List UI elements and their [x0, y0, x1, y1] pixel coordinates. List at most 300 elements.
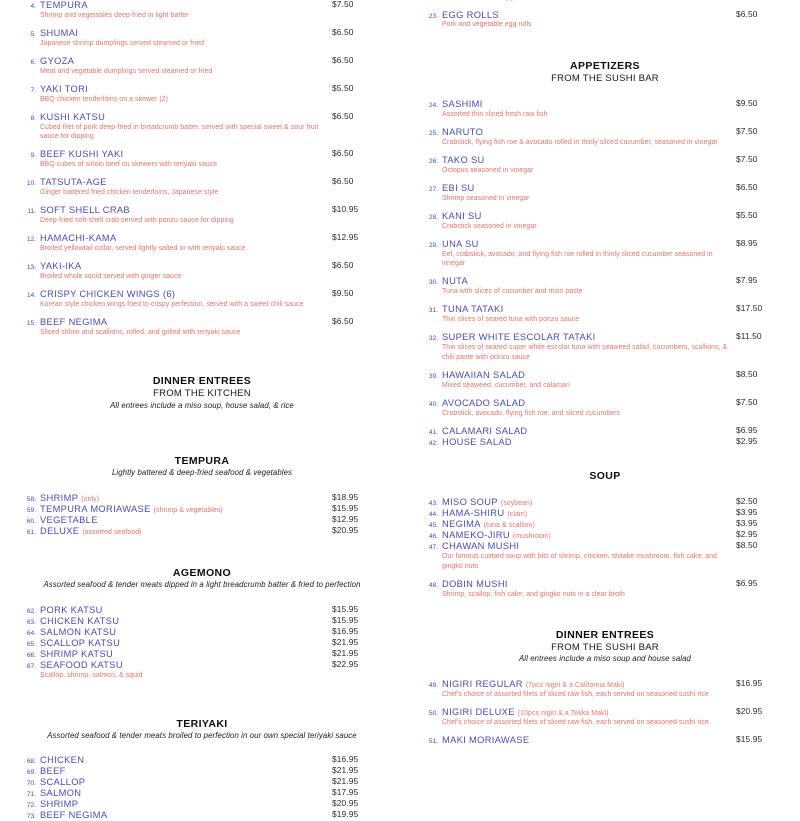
section-subtitle: FROM THE SUSHI BAR — [551, 642, 659, 654]
menu-item-number: 12. — [26, 236, 36, 244]
menu-item-number: 73. — [26, 813, 36, 821]
menu-item-header — [22, 28, 328, 39]
menu-item-number: 5. — [30, 30, 36, 38]
menu-item[interactable] — [22, 233, 382, 253]
menu-item-qualifier: (10pcs nigiri & a Tekka Maki) — [517, 710, 609, 718]
menu-item-price: $19.95 — [332, 809, 359, 820]
menu-item-number: 27. — [428, 185, 438, 193]
menu-item-header — [424, 519, 732, 530]
menu-section-heading — [22, 375, 382, 411]
menu-item-header — [22, 261, 328, 272]
menu-item-name: BEEF — [40, 766, 66, 777]
menu-item-price: $16.95 — [736, 677, 763, 688]
menu-item-price: $6.50 — [332, 316, 354, 327]
section-note: All entrees include a miso soup, house salad, & rice — [110, 400, 294, 410]
menu-item-header — [22, 616, 328, 627]
menu-item-header — [424, 183, 732, 194]
menu-item[interactable] — [22, 28, 382, 48]
menu-item-price: $16.95 — [332, 625, 359, 636]
menu-item[interactable] — [424, 304, 786, 324]
menu-item-price: $5.50 — [332, 82, 354, 93]
menu-item-name: YAKI-IKA — [40, 261, 82, 272]
menu-item-number: 28. — [428, 213, 438, 221]
menu-item-price: $2.95 — [736, 435, 758, 446]
menu-item-description: Japanese shrimp dumplings served steamed or fried — [40, 39, 205, 47]
menu-item[interactable] — [22, 317, 382, 337]
menu-item-number: 58. — [26, 495, 36, 503]
menu-item[interactable] — [22, 515, 382, 526]
menu-item-number: 6. — [30, 58, 36, 66]
menu-item-description: Crabstick, avocado, flying fish roe, and sliced cucumbers — [442, 409, 621, 417]
menu-item-description: Tuna with slices of cucumber and miso paste — [442, 288, 583, 296]
menu-item-name: NIGIRI REGULAR — [442, 678, 523, 689]
section-note: All entrees include a miso soup and house salad — [518, 654, 691, 664]
menu-item[interactable] — [424, 530, 786, 541]
menu-item-header — [424, 370, 732, 381]
menu-item-header — [22, 233, 328, 244]
menu-item-name: HAMACHI-KAMA — [40, 233, 117, 244]
menu-item-name: CHAWAN MUSHI — [442, 541, 520, 552]
menu-item-header — [424, 530, 732, 541]
menu-item[interactable] — [22, 504, 382, 515]
menu-item-price: $15.95 — [332, 503, 359, 514]
menu-item[interactable] — [22, 627, 382, 638]
section-subtitle: FROM THE KITCHEN — [153, 388, 251, 400]
menu-item-name: SHRIMP KATSU — [40, 648, 114, 659]
menu-item-name: SEAFOOD KATSU — [40, 659, 123, 670]
menu-item[interactable] — [22, 261, 382, 281]
menu-item-description: Mixed seaweed, cucumber, and calamari — [442, 381, 570, 389]
menu-item-description: Crabstick, flying fish roe & avocado rolled in thinly sliced cucumber, seasoned in vinegar — [442, 138, 718, 146]
menu-item-number: 40. — [428, 400, 438, 408]
menu-item-description: Thin slices of seared super white escolar tuna with seaweed salad, cucumbers, scallions, & chili paste with ponzu sauce — [442, 344, 728, 361]
menu-item-name: TEMPURA — [40, 0, 88, 10]
menu-item[interactable] — [22, 112, 382, 142]
section-subtitle: FROM THE SUSHI BAR — [551, 72, 659, 84]
menu-item-header — [424, 304, 732, 315]
menu-item-number: 14. — [26, 292, 36, 300]
menu-item-price: $7.50 — [736, 125, 758, 136]
menu-item-description: Broiled yellowtail collar, served lightly salted or with teriyaki sauce — [40, 245, 246, 253]
menu-item[interactable] — [424, 211, 786, 231]
spacer — [22, 537, 382, 567]
menu-item[interactable] — [22, 755, 382, 766]
menu-item-number: 61. — [26, 529, 36, 537]
menu-item-description: Chef's choice of assorted filets of sliced raw fish, each served on seasoned sushi rice — [442, 691, 709, 699]
menu-item-header — [424, 276, 732, 287]
menu-item-number: 30. — [428, 279, 438, 287]
menu-item-header — [424, 155, 732, 166]
menu-item[interactable] — [22, 177, 382, 197]
menu-item-name: TUNA TATAKI — [442, 304, 504, 315]
menu-item-description: Pork and vegetable egg rolls — [442, 21, 532, 29]
menu-section-heading — [424, 629, 786, 665]
menu-item-number: 48. — [428, 581, 438, 589]
menu-item-name: YAKI TORI — [40, 83, 89, 94]
menu-item-price: $2.50 — [736, 495, 758, 506]
menu-item-price: $9.50 — [332, 288, 354, 299]
menu-item-description: Thin slices of seared tuna with ponzu sauce — [442, 316, 580, 324]
menu-item-price: $20.95 — [332, 798, 359, 809]
menu-item-price: $6.50 — [332, 176, 354, 187]
menu-item-price: $15.95 — [736, 734, 763, 745]
menu-item-header — [424, 735, 732, 746]
menu-item-price: $5.50 — [736, 209, 758, 220]
menu-item-price: $20.95 — [736, 706, 763, 717]
menu-item-header — [22, 526, 328, 537]
menu-item-description: Broiled whole squid served with ginger sauce — [40, 273, 182, 281]
menu-item-price: $6.50 — [736, 8, 758, 19]
menu-item-header — [424, 127, 732, 138]
menu-item[interactable] — [22, 616, 382, 627]
menu-item-name: HAWAIIAN SALAD — [442, 369, 526, 380]
spacer — [424, 607, 786, 629]
menu-item-number: 24. — [428, 101, 438, 109]
menu-item-number: 4. — [30, 3, 36, 10]
menu-item[interactable] — [424, 370, 786, 390]
menu-item[interactable] — [424, 10, 786, 30]
menu-item-header — [424, 239, 732, 250]
menu-item-description: Korean style chicken wings fried to crispy perfection, served with a sweet chili sauce — [40, 301, 304, 309]
menu-item-number: 65. — [26, 640, 36, 648]
menu-item-description: Cubed filet of pork deep-fried in breadcrumb batter, served with special sweet & sour fruit sauce for dipping — [40, 123, 319, 141]
menu-item-price: $16.95 — [332, 754, 359, 765]
menu-item-name: SUPER WHITE ESCOLAR TATAKI — [442, 332, 596, 343]
menu-item-description: Sliced sirloin and scallions, rolled, and grilled with teriyaki sauce — [40, 329, 241, 337]
menu-item-number: 50. — [428, 710, 438, 718]
menu-item[interactable] — [22, 605, 382, 616]
menu-item-name: NUTA — [442, 276, 469, 287]
menu-item-number: 41. — [428, 428, 438, 436]
section-title: TERIYAKI — [176, 717, 228, 730]
menu-item-description: BBQ cubes of sirloin beef on skewers with teriyaki sauce — [40, 161, 218, 169]
menu-item-price: $6.50 — [332, 54, 354, 65]
menu-item-number: 11. — [27, 208, 36, 216]
menu-item-number: 70. — [26, 780, 36, 788]
menu-item-header — [424, 398, 732, 409]
spacer — [22, 479, 382, 493]
menu-item-number: 10. — [26, 180, 36, 188]
menu-item-number: 15. — [26, 320, 36, 328]
menu-item-price: $11.50 — [736, 331, 762, 342]
menu-item[interactable] — [424, 541, 786, 571]
menu-item-name: CRISPY CHICKEN WINGS (6) — [40, 289, 176, 300]
menu-item-header — [424, 211, 732, 222]
menu-item-price: $6.50 — [332, 148, 354, 159]
menu-item-description: Assorted thin sliced fresh raw fish — [442, 110, 548, 118]
menu-item-number: 64. — [26, 629, 36, 637]
menu-item[interactable] — [22, 788, 382, 799]
menu-item-header — [22, 289, 328, 300]
menu-item[interactable] — [22, 84, 382, 104]
menu-item-header — [22, 504, 328, 515]
menu-item[interactable] — [22, 799, 382, 810]
section-title: DINNER ENTREES — [152, 375, 252, 388]
menu-item[interactable] — [424, 519, 786, 530]
menu-item-name: NEGIMA — [442, 519, 481, 530]
section-note: Assorted seafood & tender meats dipped in a light breadcrumb batter & fried to perfection — [43, 580, 361, 590]
menu-item-description: Chef's choice of assorted filets of sliced raw fish, each served on seasoned sushi rice — [442, 719, 709, 727]
menu-section-heading — [22, 455, 382, 479]
menu-item-name: SHUMAI — [40, 27, 79, 38]
menu-item-description: Shrimp and vegetables deep-fried in light batter — [40, 11, 189, 19]
menu-item[interactable] — [424, 679, 786, 700]
menu-item-number: 49. — [428, 681, 438, 689]
menu-item-price: $18.95 — [332, 491, 359, 502]
menu-item-price: $7.95 — [736, 275, 758, 286]
menu-item-qualifier: (mushroom) — [512, 533, 552, 541]
menu-section-heading — [22, 718, 382, 742]
menu-item-price: $21.95 — [332, 776, 359, 787]
menu-item-header — [424, 508, 732, 519]
menu-item[interactable] — [424, 99, 786, 119]
menu-item-price: $7.50 — [736, 153, 758, 164]
menu-item-name: SALMON — [40, 788, 82, 799]
menu-item-header — [22, 649, 328, 660]
menu-item-price: $2.95 — [736, 529, 758, 540]
menu-item-description: Shrimp, scallop, fish cake, and gingko nuts in a clear broth — [442, 590, 625, 598]
menu-item-price: $7.50 — [736, 396, 758, 407]
section-note: Assorted seafood & tender meats broiled to perfection in our own special teriyaki sauce — [47, 730, 357, 740]
menu-item-price: $10.95 — [332, 204, 359, 215]
menu-item-number: 42. — [428, 439, 438, 447]
menu-item-price: $6.50 — [332, 110, 354, 121]
menu-item-price: $17.95 — [332, 787, 359, 798]
menu-item-header — [424, 332, 732, 343]
menu-item-number: 72. — [26, 802, 36, 810]
menu-item[interactable] — [22, 0, 382, 20]
menu-item-description: Ginger battered fried chicken tenderloins, Japanese style — [40, 189, 219, 197]
spacer — [22, 591, 382, 605]
menu-item[interactable] — [424, 239, 786, 269]
menu-item-qualifier: (shrimp & vegetables) — [153, 507, 223, 515]
menu-item-name: HAMA-SHIRU — [442, 508, 505, 519]
menu-item-price: $8.50 — [736, 368, 758, 379]
menu-item-header — [22, 777, 328, 788]
menu-item-name: TATSUTA-AGE — [40, 177, 107, 188]
menu-item-header — [22, 810, 328, 821]
spacer — [424, 3, 786, 10]
menu-item-name: NAMEKO-JIRU — [442, 530, 510, 541]
menu-item[interactable] — [22, 660, 382, 680]
menu-item-number: 7. — [30, 86, 36, 94]
menu-item-name: NIGIRI DELUXE — [442, 707, 515, 718]
menu-item[interactable] — [424, 276, 786, 296]
menu-item-header — [22, 84, 328, 95]
menu-item-header — [22, 317, 328, 328]
menu-item-header — [424, 579, 732, 590]
menu-item-number: 9. — [30, 152, 36, 160]
menu-item-qualifier: (only) — [81, 495, 100, 503]
menu-item[interactable] — [22, 649, 382, 660]
menu-item-header — [424, 541, 732, 552]
menu-item-qualifier: (7pcs nigiri & a California Maki) — [525, 681, 625, 689]
spacer — [22, 411, 382, 425]
menu-item-name: SALMON KATSU — [40, 626, 117, 637]
menu-item[interactable] — [22, 149, 382, 169]
menu-item[interactable] — [424, 183, 786, 203]
menu-item-name: PORK KATSU — [40, 604, 103, 615]
menu-item-price: $20.95 — [332, 525, 359, 536]
menu-item-name: EBI SU — [442, 182, 475, 193]
menu-item-description: Octopus seasoned in vinegar — [442, 166, 534, 174]
menu-item-description: Crabstick seasoned in vinegar — [442, 222, 537, 230]
menu-item-header — [424, 437, 732, 448]
section-title: DINNER ENTREES — [555, 628, 655, 641]
section-title: APPETIZERS — [570, 59, 640, 72]
menu-item-name: CHICKEN — [40, 755, 85, 766]
menu-item-number: 63. — [26, 618, 36, 626]
menu-item-name: BEEF KUSHI YAKI — [40, 149, 124, 160]
menu-item-description: Eel, crabstick, avocado, and flying fish roe rolled in thinly sliced cucumber seasoned in vinegar — [442, 250, 713, 268]
menu-item-name: CALAMARI SALAD — [442, 425, 528, 436]
menu-item-number: 39. — [428, 372, 438, 380]
menu-item[interactable] — [424, 735, 786, 746]
menu-item-number: 68. — [26, 758, 36, 766]
menu-item-header — [22, 112, 328, 123]
menu-item-number: 29. — [428, 241, 438, 249]
menu-item-name: HOUSE SALAD — [442, 436, 512, 447]
menu-item[interactable] — [22, 493, 382, 504]
menu-item-number: 46. — [428, 533, 438, 541]
menu-item-name: UNA SU — [442, 238, 479, 249]
menu-item-header — [22, 205, 328, 216]
section-title: SOUP — [589, 469, 621, 482]
menu-item-header — [22, 605, 328, 616]
menu-item-price: $21.95 — [332, 765, 359, 776]
menu-item-name: KANI SU — [442, 210, 482, 221]
menu-item-number: 43. — [428, 499, 438, 507]
menu-item-header — [22, 638, 328, 649]
menu-item-number: 67. — [26, 662, 36, 670]
menu-section-heading — [22, 567, 382, 591]
menu-item-number: 47. — [428, 544, 438, 552]
menu-item-number: 23. — [428, 12, 438, 20]
menu-item[interactable] — [22, 205, 382, 225]
menu-item-header — [424, 99, 732, 110]
menu-item[interactable] — [424, 398, 786, 418]
menu-item-qualifier: (soybean) — [500, 499, 533, 507]
menu-item[interactable] — [22, 526, 382, 537]
menu-item-number: 44. — [428, 511, 438, 519]
menu-item-price: $12.95 — [332, 232, 359, 243]
menu-item-price: $17.50 — [736, 303, 763, 314]
menu-item[interactable] — [22, 289, 382, 309]
menu-item[interactable] — [22, 638, 382, 649]
menu-item-qualifier: (assorted seafood) — [82, 529, 142, 537]
menu-item-description: BBQ chicken tenderloins on a skewer (2) — [40, 95, 168, 103]
menu-item[interactable] — [424, 127, 786, 147]
menu-item[interactable] — [424, 579, 786, 599]
menu-item-name: NARUTO — [442, 126, 484, 137]
spacer — [22, 425, 382, 455]
spacer — [424, 85, 786, 99]
section-title: TEMPURA — [174, 455, 230, 468]
menu-item-price: $21.95 — [332, 647, 359, 658]
menu-item-name: SCALLOP — [40, 777, 86, 788]
menu-item-name: SHRIMP — [40, 799, 79, 810]
menu-item[interactable] — [424, 497, 786, 508]
menu-item-header — [424, 10, 732, 21]
menu-item[interactable] — [424, 437, 786, 448]
menu-item-name: VEGETABLE — [40, 515, 98, 526]
menu-item-number: 25. — [428, 129, 438, 137]
menu-item-price: $3.95 — [736, 518, 758, 529]
menu-item-header — [22, 799, 328, 810]
menu-item-header — [22, 627, 328, 638]
menu-item-price: $8.95 — [736, 237, 758, 248]
menu-item-description: Meat and vegetable dumplings served steamed or fried — [40, 67, 213, 75]
menu-item-number: 45. — [428, 522, 438, 530]
menu-item[interactable] — [424, 707, 786, 728]
menu-item[interactable] — [424, 155, 786, 175]
menu-item-name: GYOZA — [40, 55, 75, 66]
menu-item-name: TAKO SU — [442, 154, 485, 165]
menu-item-number: 60. — [26, 518, 36, 526]
menu-item-name: EGG ROLLS — [442, 9, 499, 20]
menu-item-name: SOFT SHELL CRAB — [40, 205, 130, 216]
menu-item-number: 32. — [428, 335, 438, 343]
menu-item-name: SCALLOP KATSU — [40, 637, 121, 648]
menu-item[interactable] — [424, 426, 786, 437]
menu-item[interactable] — [22, 777, 382, 788]
menu-item[interactable] — [22, 56, 382, 76]
menu-item-price: $3.95 — [736, 507, 758, 518]
menu-item-price: $8.50 — [736, 540, 758, 551]
menu-item-number: 13. — [26, 264, 36, 272]
menu-item-name: CHICKEN KATSU — [40, 615, 120, 626]
spacer — [424, 665, 786, 679]
menu-item[interactable] — [424, 332, 786, 362]
menu-item-price: $9.50 — [736, 97, 758, 108]
menu-item-number: 69. — [26, 769, 36, 777]
menu-item[interactable] — [424, 508, 786, 519]
menu-item-number: 26. — [428, 157, 438, 165]
menu-item-header — [424, 679, 732, 690]
menu-item-header — [22, 0, 328, 11]
menu-item-name: SASHIMI — [442, 98, 483, 109]
menu-item-price: $6.50 — [736, 181, 758, 192]
menu-item-name: MAKI MORIAWASE — [442, 735, 530, 746]
menu-section-heading — [424, 470, 786, 483]
menu-item-number: 59. — [26, 507, 36, 515]
menu-item-header — [22, 755, 328, 766]
menu-item-name: KUSHI KATSU — [40, 111, 106, 122]
menu-item[interactable] — [22, 766, 382, 777]
menu-item-header — [22, 515, 328, 526]
menu-item[interactable] — [22, 810, 382, 821]
menu-item-header — [424, 426, 732, 437]
menu-item-description: Our famous custard soup with bits of shrimp, chicken, shitake mushroom, fish cake, and gingko nuts — [442, 553, 717, 570]
menu-item-header — [22, 177, 328, 188]
menu-item-header — [22, 766, 328, 777]
menu-item-number: 51. — [428, 738, 438, 746]
menu-item-name: BEEF NEGIMA — [40, 810, 108, 821]
spacer — [22, 741, 382, 755]
menu-item-description: Scallop, shrimp, salmon, & squid — [40, 671, 143, 679]
menu-item-header — [22, 493, 328, 504]
menu-item-name: MISO SOUP — [442, 496, 498, 507]
spacer — [424, 38, 786, 60]
menu-item-header — [22, 149, 328, 160]
spacer — [22, 688, 382, 718]
menu-item-price: $6.95 — [736, 577, 758, 588]
menu-item-description: Deep-fried soft-shell crab served with ponzu sauce for dipping — [40, 217, 234, 225]
spacer — [424, 483, 786, 497]
menu-item-header — [22, 788, 328, 799]
menu-item-description: Shrimp seasoned in vinegar — [442, 194, 530, 202]
spacer — [22, 345, 382, 375]
